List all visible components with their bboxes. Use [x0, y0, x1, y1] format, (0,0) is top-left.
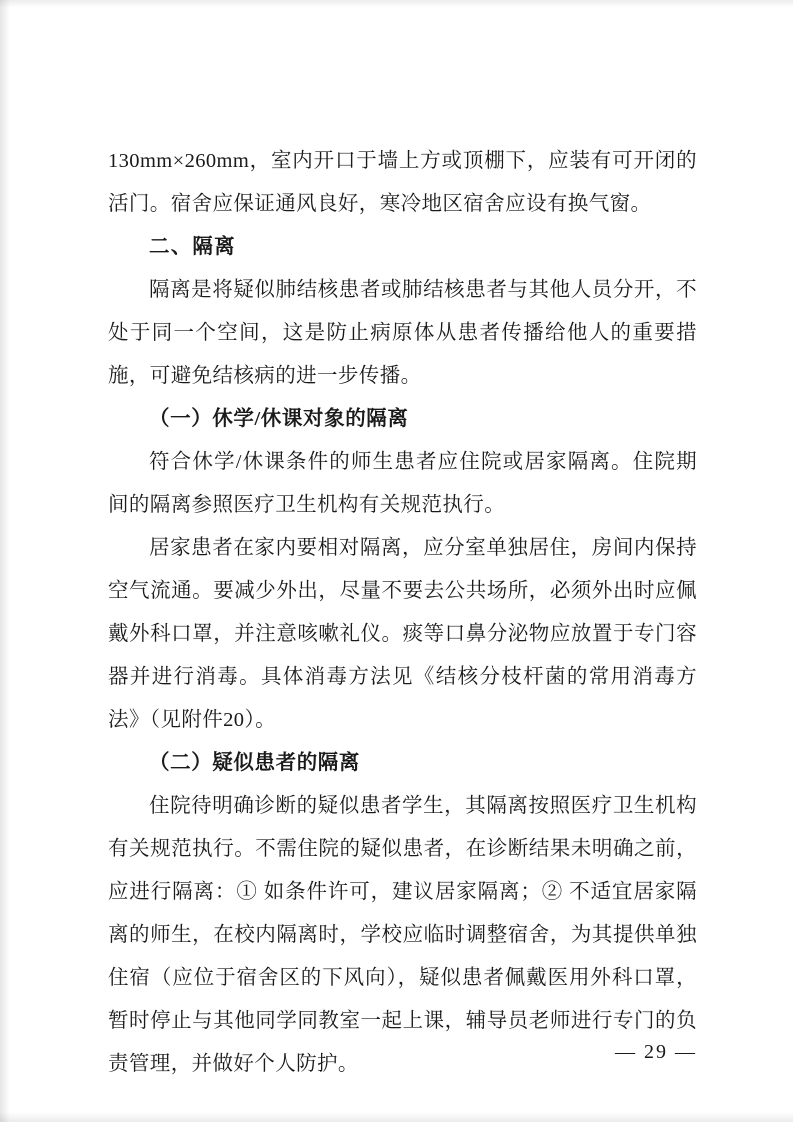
section-heading-isolation: 二、隔离 — [149, 236, 236, 258]
document-body — [108, 140, 697, 1086]
paragraph-suspected-case-details: 住院待明确诊断的疑似患者学生，其隔离按照医疗卫生机构有关规范执行。不需住院的疑似患者，在诊断结果未明确之前，应进行隔离：① 如条件许可，建议居家隔离；② 不适宜居家隔离的师生，在校内隔离时，学校应临时调整宿舍，为其提供单独住宿（应位于宿舍区的下风向），疑似患者佩戴医用外科口罩，暂时停止与其他同学同教室一起上课，辅导员老师进行专门的负责管理，并做好个人防护。 — [108, 795, 697, 1075]
page-number: — 29 — — [615, 1041, 697, 1063]
paragraph-continuation: 130mm×260mm，室内开口于墙上方或顶棚下，应装有可开闭的活门。宿舍应保证通风良好，寒冷地区宿舍应设有换气窗。 — [108, 150, 697, 215]
subsection-heading-suspension-isolation: （一）休学/休课对象的隔离 — [149, 408, 409, 430]
paragraph-home-isolation-details: 居家患者在家内要相对隔离，应分室单独居住，房间内保持空气流通。要减少外出，尽量不要去公共场所，必须外出时应佩戴外科口罩，并注意咳嗽礼仪。痰等口鼻分泌物应放置于专门容器并进行消毒。具体消毒方法见《结核分枝杆菌的常用消毒方法》（见附件20）。 — [108, 537, 697, 731]
subsection-heading-suspected-case-isolation: （二）疑似患者的隔离 — [149, 752, 360, 774]
paragraph-hospital-or-home-isolation: 符合休学/休课条件的师生患者应住院或居家隔离。住院期间的隔离参照医疗卫生机构有关规范执行。 — [108, 451, 697, 516]
paragraph-isolation-definition: 隔离是将疑似肺结核患者或肺结核患者与其他人员分开，不处于同一个空间，这是防止病原体从患者传播给他人的重要措施，可避免结核病的进一步传播。 — [108, 279, 697, 387]
